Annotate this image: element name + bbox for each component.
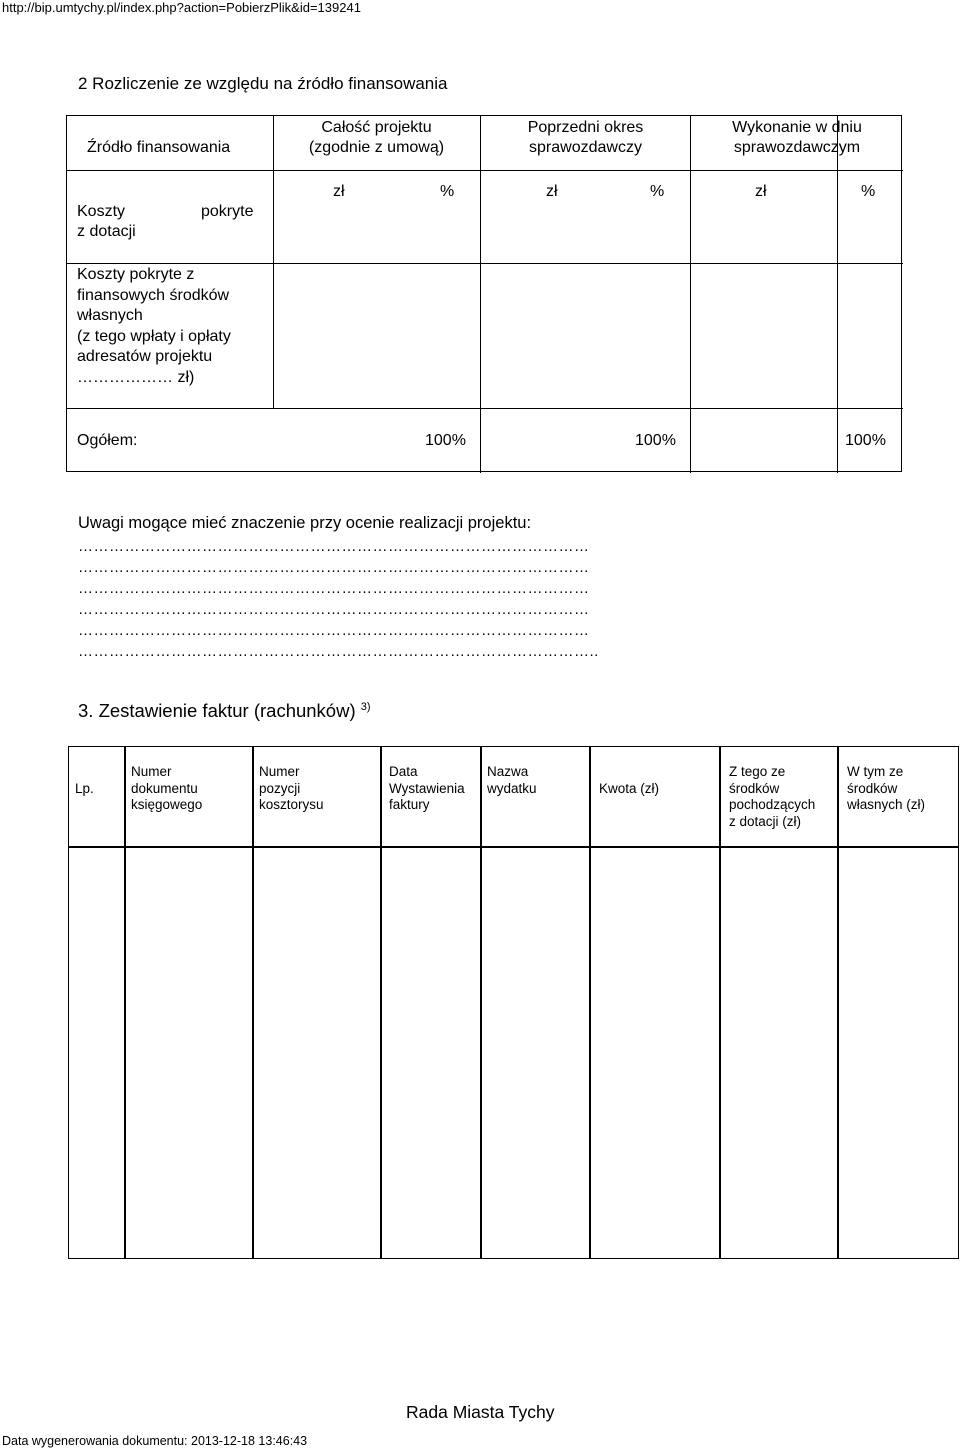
section3-footnote: 3) — [360, 700, 371, 713]
col-line: Numer — [259, 764, 300, 779]
divider — [589, 747, 591, 1258]
footer-generated-date: Data wygenerowania dokumentu: 2013-12-18 13:46:43 — [2, 1434, 308, 1448]
col-amount: Kwota (zł) — [599, 781, 660, 796]
footer-organization: Rada Miasta Tychy — [406, 1402, 555, 1422]
divider — [124, 747, 126, 1258]
col-invoice-date — [389, 764, 465, 814]
col-line: Nazwa — [487, 764, 529, 779]
unit-pct: % — [861, 183, 876, 200]
row2-line: własnych — [77, 307, 143, 324]
col-line: Z tego ze — [729, 764, 786, 779]
row2-line: Koszty pokryte z — [77, 266, 195, 283]
unit-pct: % — [650, 183, 665, 200]
col-line: księgowego — [131, 797, 203, 812]
unit-zl: zł — [546, 183, 558, 200]
col-current-line: Wykonanie w dniu — [732, 119, 862, 136]
divider — [69, 846, 958, 848]
notes-line: ……………………………………………………………………………………… — [78, 601, 590, 618]
col-current-header — [691, 118, 903, 158]
col-line: wydatku — [487, 780, 537, 796]
notes-line: ……………………………………………………………………………………… — [78, 559, 590, 576]
row2-line: finansowych środków — [77, 286, 230, 304]
col-line: pozycji — [259, 780, 301, 796]
col-current-line: sprawozdawczym — [733, 139, 861, 156]
col-line: Numer — [131, 764, 172, 779]
notes-line: ……………………………………………………………………………………… — [78, 538, 590, 555]
notes-line: ……………………………………………………………………………………… — [78, 580, 590, 597]
row2-label — [77, 265, 231, 388]
col-total-line: Całość projektu — [321, 119, 432, 136]
notes-line: ……………………………………………………………………………………… — [78, 622, 590, 639]
col-lp: Lp. — [75, 781, 94, 796]
col-line: dokumentu — [131, 780, 198, 796]
divider — [67, 263, 903, 264]
col-line: z dotacji (zł) — [729, 813, 802, 829]
col-line: kosztorysu — [259, 797, 324, 812]
row2-line: adresatów projektu — [77, 348, 213, 365]
divider — [252, 747, 254, 1258]
divider — [67, 170, 903, 171]
unit-zl: zł — [755, 183, 767, 200]
col-line: środków — [847, 780, 898, 796]
financing-table — [66, 115, 902, 472]
section2-title: 2 Rozliczenie ze względu na źródło finansowania — [78, 74, 448, 93]
col-own-funds — [847, 764, 925, 814]
divider — [837, 747, 839, 1258]
divider — [380, 747, 382, 1258]
col-prev-line: sprawozdawczy — [529, 139, 642, 156]
col-line: Wystawienia — [389, 780, 465, 796]
col-from-grant — [729, 764, 815, 830]
col-prev-line: Poprzedni okres — [527, 119, 644, 136]
col-line: własnych (zł) — [847, 797, 926, 812]
notes-line: ……………………………………………………………………………………….. — [78, 643, 599, 660]
col-line: Data — [389, 764, 418, 779]
col-line: W tym ze — [847, 764, 904, 779]
row1-label-a: Koszty — [77, 203, 126, 220]
divider — [67, 408, 903, 409]
unit-zl: zł — [333, 183, 345, 200]
divider — [719, 747, 721, 1258]
row2-line: (z tego wpłaty i opłaty — [77, 327, 231, 345]
col-line: pochodzących — [729, 797, 816, 812]
col-cost-position — [259, 764, 324, 814]
col-line: środków — [729, 780, 780, 796]
col-total-line: (zgodnie z umową) — [308, 139, 445, 156]
col-doc-number — [131, 764, 202, 814]
col-expense-name — [487, 764, 537, 797]
row1-label-b: pokryte — [201, 203, 254, 220]
col-total-header — [273, 118, 480, 158]
invoices-table — [68, 746, 959, 1259]
section3-title — [78, 700, 371, 722]
section3-title-text: 3. Zestawienie faktur (rachunków) — [78, 700, 356, 721]
col-source-header: Źródło finansowania — [87, 139, 231, 156]
col-line: faktury — [389, 797, 430, 812]
total-label: Ogółem: — [77, 432, 138, 449]
divider — [480, 747, 482, 1258]
total-pct-prev: 100% — [635, 432, 676, 449]
col-prev-header — [481, 118, 690, 158]
total-pct-current: 100% — [845, 432, 886, 449]
row2-line: ……………… zł) — [77, 368, 195, 386]
header-url: http://bip.umtychy.pl/index.php?action=PobierzPlik&id=139241 — [2, 0, 361, 15]
total-pct-total: 100% — [425, 432, 466, 449]
unit-pct: % — [440, 183, 455, 200]
notes-title: Uwagi mogące mieć znaczenie przy ocenie realizacji projektu: — [78, 514, 532, 532]
row1-label-c: z dotacji — [77, 223, 136, 240]
